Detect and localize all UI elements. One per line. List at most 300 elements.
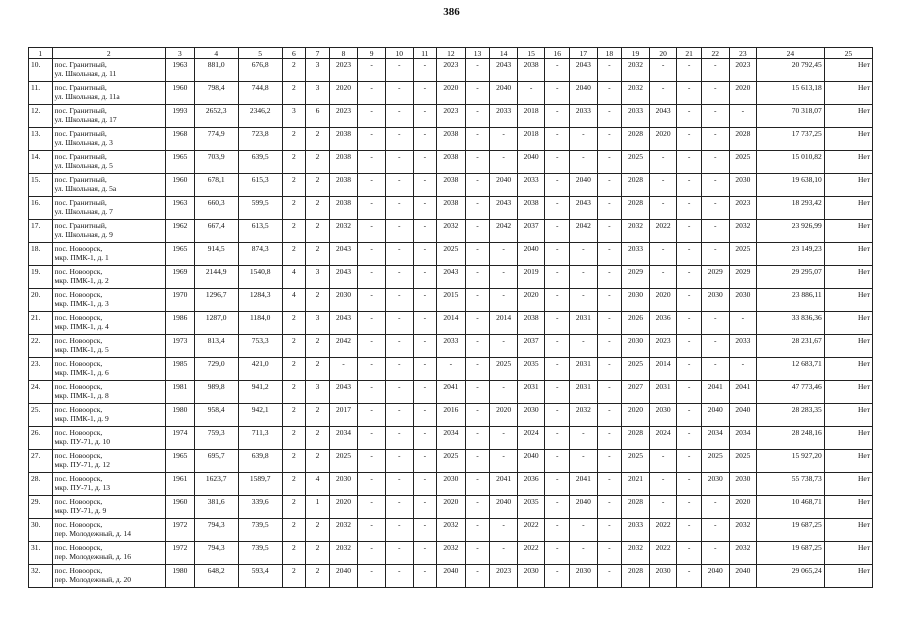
table-cell: - (570, 450, 598, 473)
table-cell: 794,3 (194, 542, 238, 565)
table-cell: 2030 (701, 289, 729, 312)
table-cell: 2028 (622, 427, 650, 450)
table-cell: 2016 (437, 404, 466, 427)
table-cell: 2032 (622, 59, 650, 82)
table-cell: 421,0 (238, 358, 282, 381)
table-cell: 2020 (729, 496, 757, 519)
table-cell: 695,7 (194, 450, 238, 473)
table-cell: - (465, 358, 490, 381)
address-cell: пос. Гранитный, ул. Школьная, д. 3 (52, 128, 166, 151)
table-cell: 2031 (570, 312, 598, 335)
table-cell: 2031 (570, 358, 598, 381)
table-cell: - (385, 197, 413, 220)
address-cell: пос. Гранитный, ул. Школьная, д. 17 (52, 105, 166, 128)
table-cell: 2022 (649, 220, 677, 243)
row-number-cell: 12. (29, 105, 53, 128)
table-cell: - (701, 335, 729, 358)
table-cell: 2 (282, 496, 306, 519)
table-cell: 2034 (701, 427, 729, 450)
table-cell: 2028 (622, 128, 650, 151)
table-cell: - (465, 197, 490, 220)
table-cell: 2031 (517, 381, 545, 404)
table-cell: - (465, 174, 490, 197)
table-cell: - (465, 128, 490, 151)
table-cell: - (677, 427, 702, 450)
table-cell: 2 (282, 404, 306, 427)
table-cell: 2023 (729, 197, 757, 220)
table-cell: - (358, 266, 386, 289)
table-cell: Нет (824, 542, 872, 565)
table-cell: 2041 (701, 381, 729, 404)
table-cell: - (649, 59, 677, 82)
table-cell: 2 (282, 243, 306, 266)
table-cell: 2040 (570, 82, 598, 105)
table-cell: 2030 (517, 404, 545, 427)
row-number-cell: 27. (29, 450, 53, 473)
table-cell: - (358, 404, 386, 427)
table-cell: 2025 (729, 151, 757, 174)
table-cell: Нет (824, 496, 872, 519)
table-cell: - (649, 450, 677, 473)
table-cell: - (413, 496, 437, 519)
table-cell: 2 (306, 220, 330, 243)
table-cell: 2 (282, 542, 306, 565)
table-cell: - (545, 381, 570, 404)
row-number-cell: 16. (29, 197, 53, 220)
table-cell: 2038 (329, 151, 358, 174)
table-cell: Нет (824, 266, 872, 289)
table-cell: - (413, 289, 437, 312)
table-cell: 1986 (166, 312, 195, 335)
table-cell: 1980 (166, 404, 195, 427)
table-cell: 2043 (437, 266, 466, 289)
table-cell: 1981 (166, 381, 195, 404)
table-cell: - (545, 427, 570, 450)
table-row (29, 266, 873, 289)
table-cell: - (701, 59, 729, 82)
table-row (29, 381, 873, 404)
table-cell: 2025 (729, 243, 757, 266)
table-cell: 1965 (166, 243, 195, 266)
table-cell: 2030 (701, 473, 729, 496)
table-cell: 2023 (437, 59, 466, 82)
table-cell: 2 (306, 174, 330, 197)
table-cell: - (570, 519, 598, 542)
table-cell: - (597, 128, 622, 151)
table-cell: - (597, 59, 622, 82)
table-cell: - (358, 496, 386, 519)
table-cell: 1969 (166, 266, 195, 289)
table-cell: 1960 (166, 174, 195, 197)
table-cell: - (465, 473, 490, 496)
table-cell: 2038 (517, 59, 545, 82)
table-cell: 2036 (649, 312, 677, 335)
table-cell: 2014 (649, 358, 677, 381)
table-cell: - (545, 565, 570, 588)
table-cell: 723,8 (238, 128, 282, 151)
table-cell: 2020 (729, 82, 757, 105)
table-cell: - (465, 220, 490, 243)
table-cell: - (490, 335, 518, 358)
address-cell: пос. Новоорск, мкр. ПУ-71, д. 12 (52, 450, 166, 473)
table-cell: 759,3 (194, 427, 238, 450)
column-number-20: 20 (649, 48, 677, 59)
table-cell: Нет (824, 427, 872, 450)
table-cell: - (385, 312, 413, 335)
table-cell: 2030 (570, 565, 598, 588)
table-cell: - (701, 220, 729, 243)
table-cell: 2020 (329, 82, 358, 105)
table-row (29, 312, 873, 335)
table-cell: 2028 (622, 496, 650, 519)
table-cell: - (465, 565, 490, 588)
table-cell: - (385, 542, 413, 565)
table-cell: 639,5 (238, 151, 282, 174)
table-cell: - (413, 59, 437, 82)
table-cell: 15 010,82 (757, 151, 825, 174)
table-cell: 1287,0 (194, 312, 238, 335)
table-cell: 2040 (701, 404, 729, 427)
table-cell: - (465, 519, 490, 542)
table-cell: 2020 (437, 82, 466, 105)
table-cell: 2030 (622, 289, 650, 312)
column-number-10: 10 (385, 48, 413, 59)
table-row (29, 82, 873, 105)
table-cell: 613,5 (238, 220, 282, 243)
table-cell: 2 (282, 151, 306, 174)
table-cell: 2023 (329, 59, 358, 82)
table-row (29, 335, 873, 358)
table-cell: - (413, 358, 437, 381)
address-cell: пос. Новоорск, мкр. ПМК-1, д. 9 (52, 404, 166, 427)
table-cell: 4 (306, 473, 330, 496)
table-cell: - (413, 105, 437, 128)
table-cell: - (385, 128, 413, 151)
table-cell: - (649, 266, 677, 289)
table-cell: 19 687,25 (757, 519, 825, 542)
table-cell: 2020 (649, 128, 677, 151)
table-cell: 2037 (517, 335, 545, 358)
column-number-12: 12 (437, 48, 466, 59)
table-cell: - (701, 519, 729, 542)
table-cell: 2652,3 (194, 105, 238, 128)
table-cell: Нет (824, 289, 872, 312)
table-cell: 2018 (517, 105, 545, 128)
address-cell: пос. Гранитный, ул. Школьная, д. 11 (52, 59, 166, 82)
table-cell: 28 231,67 (757, 335, 825, 358)
table-cell: 2030 (329, 473, 358, 496)
address-cell: пос. Новоорск, мкр. ПМК-1, д. 1 (52, 243, 166, 266)
column-number-25: 25 (824, 48, 872, 59)
table-cell: 2 (306, 404, 330, 427)
table-cell: 1 (306, 496, 330, 519)
table-cell: 2 (306, 565, 330, 588)
table-cell: - (385, 243, 413, 266)
table-cell: 2040 (517, 151, 545, 174)
table-cell: 15 613,18 (757, 82, 825, 105)
table-cell: Нет (824, 473, 872, 496)
table-cell: 639,8 (238, 450, 282, 473)
column-number-11: 11 (413, 48, 437, 59)
table-cell: 1284,3 (238, 289, 282, 312)
table-cell: 1960 (166, 82, 195, 105)
table-cell: 2041 (490, 473, 518, 496)
table-cell: - (545, 404, 570, 427)
table-cell: 2 (282, 128, 306, 151)
table-cell: 2038 (517, 312, 545, 335)
table-cell: 2040 (490, 174, 518, 197)
table-cell: 2032 (622, 220, 650, 243)
table-cell: 1962 (166, 220, 195, 243)
table-cell: - (545, 174, 570, 197)
column-number-16: 16 (545, 48, 570, 59)
table-cell: - (465, 381, 490, 404)
table-cell: Нет (824, 151, 872, 174)
address-cell: пос. Новоорск, мкр. ПМК-1, д. 8 (52, 381, 166, 404)
table-cell: - (545, 473, 570, 496)
column-number-8: 8 (329, 48, 358, 59)
table-cell: - (413, 519, 437, 542)
table-cell: - (701, 496, 729, 519)
address-cell: пос. Новоорск, мкр. ПМК-1, д. 2 (52, 266, 166, 289)
table-cell: 2032 (437, 542, 466, 565)
table-cell: - (677, 496, 702, 519)
table-cell: - (597, 473, 622, 496)
table-cell: 2034 (437, 427, 466, 450)
table-cell: Нет (824, 243, 872, 266)
table-cell: 3 (282, 105, 306, 128)
table-cell: 2025 (729, 450, 757, 473)
table-cell: Нет (824, 450, 872, 473)
table-cell: 874,3 (238, 243, 282, 266)
table-cell: 2026 (622, 312, 650, 335)
row-number-cell: 14. (29, 151, 53, 174)
column-number-22: 22 (701, 48, 729, 59)
table-cell: 2022 (649, 542, 677, 565)
table-cell: - (490, 450, 518, 473)
table-cell: 23 149,23 (757, 243, 825, 266)
table-cell: - (413, 335, 437, 358)
table-cell: - (329, 358, 358, 381)
table-cell: - (597, 289, 622, 312)
table-cell: 1961 (166, 473, 195, 496)
table-cell: - (490, 519, 518, 542)
table-cell: - (490, 289, 518, 312)
table-cell: - (677, 174, 702, 197)
table-cell: - (597, 266, 622, 289)
table-cell: 2028 (729, 128, 757, 151)
row-number-cell: 20. (29, 289, 53, 312)
table-cell: 1540,8 (238, 266, 282, 289)
row-number-cell: 26. (29, 427, 53, 450)
column-number-13: 13 (465, 48, 490, 59)
table-cell: 2032 (729, 519, 757, 542)
table-cell: 2036 (517, 473, 545, 496)
table-cell: 1965 (166, 151, 195, 174)
table-cell: 2043 (570, 197, 598, 220)
table-cell: 2 (306, 427, 330, 450)
table-row (29, 197, 873, 220)
column-number-1: 1 (29, 48, 53, 59)
table-cell: - (677, 289, 702, 312)
address-cell: пос. Гранитный, ул. Школьная, д. 7 (52, 197, 166, 220)
table-cell: 2025 (701, 450, 729, 473)
table-cell: Нет (824, 404, 872, 427)
column-number-5: 5 (238, 48, 282, 59)
table-cell: 17 737,25 (757, 128, 825, 151)
table-cell: 2033 (490, 105, 518, 128)
table-cell: 2032 (437, 519, 466, 542)
table-cell: 2031 (570, 381, 598, 404)
table-cell: - (649, 243, 677, 266)
table-cell: - (597, 197, 622, 220)
table-cell: Нет (824, 59, 872, 82)
table-cell: 1993 (166, 105, 195, 128)
table-cell: 2030 (329, 289, 358, 312)
table-row (29, 289, 873, 312)
table-cell: 2033 (622, 519, 650, 542)
table-cell: 2032 (329, 542, 358, 565)
table-cell: 2025 (329, 450, 358, 473)
table-cell: - (413, 220, 437, 243)
table-cell: 2041 (437, 381, 466, 404)
table-cell: - (701, 542, 729, 565)
table-cell: 2032 (329, 519, 358, 542)
table-cell: - (597, 565, 622, 588)
table-cell: - (597, 312, 622, 335)
table-cell: - (677, 404, 702, 427)
table-cell: - (358, 335, 386, 358)
table-cell: 2 (282, 335, 306, 358)
table-cell: 3 (306, 312, 330, 335)
table-cell: - (545, 197, 570, 220)
table-row (29, 565, 873, 588)
table-cell: 2 (282, 565, 306, 588)
table-cell: - (677, 82, 702, 105)
table-cell: 1974 (166, 427, 195, 450)
table-cell: 2029 (701, 266, 729, 289)
table-cell: 942,1 (238, 404, 282, 427)
table-cell: 2040 (329, 565, 358, 588)
table-cell: 676,8 (238, 59, 282, 82)
table-cell: 989,8 (194, 381, 238, 404)
column-number-6: 6 (282, 48, 306, 59)
table-cell: 648,2 (194, 565, 238, 588)
table-cell: - (597, 427, 622, 450)
table-cell: 2346,2 (238, 105, 282, 128)
table-cell: - (701, 243, 729, 266)
table-cell: 2043 (490, 197, 518, 220)
column-number-18: 18 (597, 48, 622, 59)
table-cell: 2043 (570, 59, 598, 82)
table-cell: Нет (824, 335, 872, 358)
table-cell: 2031 (649, 381, 677, 404)
table-cell: - (465, 427, 490, 450)
table-cell: - (413, 427, 437, 450)
table-cell: 2025 (622, 450, 650, 473)
table-cell: 20 792,45 (757, 59, 825, 82)
table-cell: 2 (282, 174, 306, 197)
table-cell: - (677, 197, 702, 220)
table-cell: - (358, 174, 386, 197)
table-cell: - (490, 151, 518, 174)
table-cell: 2 (306, 151, 330, 174)
table-cell: 744,8 (238, 82, 282, 105)
table-cell: 2 (282, 473, 306, 496)
table-cell: - (701, 358, 729, 381)
table-cell: 2032 (729, 220, 757, 243)
table-cell: 2040 (490, 82, 518, 105)
table-cell: 2038 (329, 128, 358, 151)
table-cell: - (465, 496, 490, 519)
table-cell: - (545, 335, 570, 358)
table-cell: 2029 (622, 266, 650, 289)
table-cell: 1985 (166, 358, 195, 381)
table-cell: - (465, 335, 490, 358)
table-cell: - (597, 404, 622, 427)
table-cell: - (570, 542, 598, 565)
table-cell: Нет (824, 358, 872, 381)
table-cell: 2030 (517, 565, 545, 588)
table-cell: - (358, 519, 386, 542)
table-cell: 2025 (622, 151, 650, 174)
table-cell: Нет (824, 220, 872, 243)
table-cell: 2032 (622, 542, 650, 565)
table-cell: 2041 (729, 381, 757, 404)
table-cell: - (358, 128, 386, 151)
table-cell: - (677, 243, 702, 266)
table-cell: - (545, 151, 570, 174)
table-cell: - (677, 128, 702, 151)
table-cell: Нет (824, 565, 872, 588)
table-cell: - (701, 105, 729, 128)
table-cell: - (677, 450, 702, 473)
table-cell: - (413, 128, 437, 151)
table-cell: - (649, 151, 677, 174)
table-cell: - (413, 473, 437, 496)
table-cell: 2042 (570, 220, 598, 243)
table-cell: - (465, 312, 490, 335)
table-cell: Нет (824, 174, 872, 197)
table-cell: 2043 (649, 105, 677, 128)
table-cell: - (545, 59, 570, 82)
table-cell: - (597, 519, 622, 542)
table-cell: 667,4 (194, 220, 238, 243)
row-number-cell: 18. (29, 243, 53, 266)
address-cell: пос. Новоорск, мкр. ПМК-1, д. 4 (52, 312, 166, 335)
table-cell: - (358, 473, 386, 496)
table-cell: - (490, 266, 518, 289)
table-cell: - (385, 565, 413, 588)
column-number-19: 19 (622, 48, 650, 59)
table-cell: 6 (306, 105, 330, 128)
column-number-21: 21 (677, 48, 702, 59)
table-cell: 1965 (166, 450, 195, 473)
table-cell: - (701, 312, 729, 335)
table-cell: - (597, 358, 622, 381)
table-cell: - (677, 335, 702, 358)
column-number-4: 4 (194, 48, 238, 59)
table-cell: - (385, 82, 413, 105)
table-cell: 2025 (437, 450, 466, 473)
table-cell: - (729, 105, 757, 128)
table-cell: 958,4 (194, 404, 238, 427)
table-cell: 2038 (329, 197, 358, 220)
table-cell: 2 (306, 243, 330, 266)
table-cell: 813,4 (194, 335, 238, 358)
table-cell: 2030 (729, 174, 757, 197)
table-cell: 2038 (437, 128, 466, 151)
